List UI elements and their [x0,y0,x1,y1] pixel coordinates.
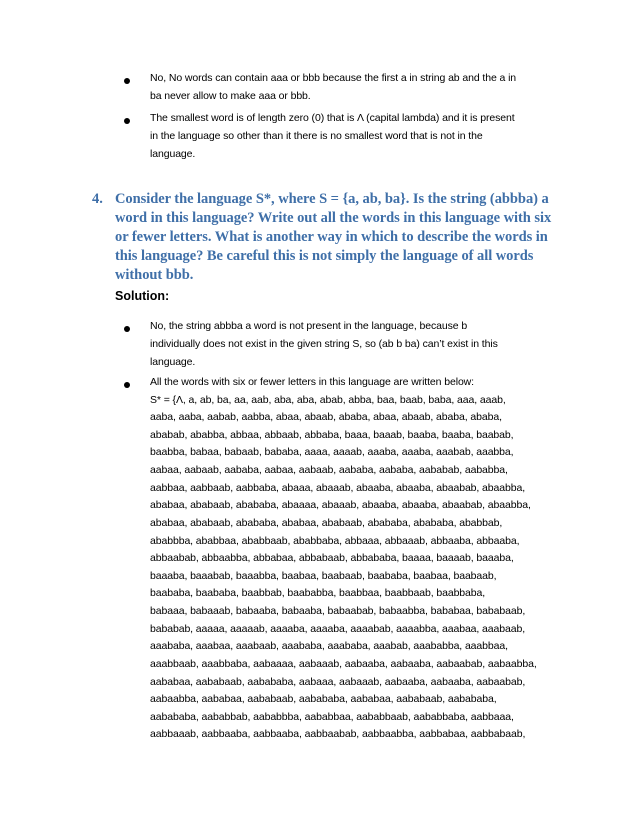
text-line: aaabbaab, aaabbaba, aabaaaa, aabaaab, aabaaba, aabaaba, aabaabab, aabaabba, [150,657,537,670]
bullet-icon [124,118,130,124]
question-number: 4. [92,191,103,207]
question-line: word in this language? Write out all the words in this language with six [115,210,552,226]
text-line: language. [150,148,196,160]
bullet-icon [124,326,130,332]
solution-label: Solution: [115,289,170,303]
bullet-icon [124,78,130,84]
text-line: No, the string abbba a word is not present in the language, because b [150,320,468,332]
text-line: aabbaa, aabbaab, aabbaba, abaaa, abaaab, abaaba, abaaba, abaabab, abaabba, [150,481,526,494]
text-line: in the language so other than it there is no smallest word that is not in the [150,130,483,142]
text-line: abbaabab, abbaabba, abbabaa, abbabaab, abbababa, baaaa, baaaab, baaaba, [150,552,514,565]
text-line: ababbba, ababbaa, ababbaab, ababbaba, abbaaa, abbaaab, abbaaba, abbaaba, [150,534,520,547]
question-line: without bbb. [115,267,194,283]
text-line: baababa, baababa, baabbab, baababba, baabbaa, baabbaab, baabbaba, [150,587,486,600]
text-line: babaaa, babaaab, babaaba, babaaba, babaabab, babaabba, bababaa, bababaab, [150,605,526,618]
text-line: aaababa, aaabaa, aaabaab, aaababa, aaababa, aaabab, aaababba, aaabbaa, [150,640,508,653]
text-line: ababaa, ababaab, abababa, ababaa, ababaab, abababa, abababa, ababbab, [150,516,503,529]
text-line: ababaa, ababaab, abababa, abaaaa, abaaab, abaaba, abaaba, abaabab, abaabba, [150,499,531,512]
text-line: aabbaaab, aabbaaba, aabbaaba, aabbaabab, aabbaabba, aabbabaa, aabbabaab, [150,728,526,741]
bullet-icon [124,382,130,388]
text-line: ababab, ababba, abbaa, abbaab, abbaba, baaa, baaab, baaba, baaba, baabab, [150,428,514,441]
text-line: aabababa, aababbab, aababbba, aababbaa, aababbaab, aababbaba, aabbaaa, [150,710,514,723]
text-line: individually does not exist in the given string S, so (ab b ba) can’t exist in this [150,338,498,350]
text-line: baaaba, baaabab, baaabba, baabaa, baabaab, baababa, baabaa, baabaab, [150,569,497,582]
question-line: this language? Be careful this is not simply the language of all words [115,248,534,264]
text-line: All the words with six or fewer letters in this language are written below: [150,376,474,388]
question-line: Consider the language S*, where S = {a, ab, ba}. Is the string (abbba) a [115,191,549,207]
text-line: ba never allow to make aaa or bbb. [150,90,311,102]
text-line: language. [150,356,196,368]
text-line: aaba, aaba, aabab, aabba, abaa, abaab, ababa, abaa, abaab, ababa, ababa, [150,411,502,424]
text-line: bababab, aaaaa, aaaaab, aaaaba, aaaaba, aaaabab, aaaabba, aaabaa, aaabaab, [150,622,526,635]
text-line: aabaa, aabaab, aababa, aabaa, aabaab, aababa, aababa, aababab, aababba, [150,464,508,477]
text-line: No, No words can contain aaa or bbb because the first a in string ab and the a in [150,72,517,84]
text-line: baabba, babaa, babaab, bababa, aaaa, aaaab, aaaba, aaaba, aaabab, aaabba, [150,446,514,459]
question-line: or fewer letters. What is another way in which to describe the words in [115,229,548,245]
text-line: aababaa, aababaab, aabababa, aabaaa, aabaaab, aabaaba, aabaaba, aabaabab, [150,675,526,688]
text-line: The smallest word is of length zero (0) that is Λ (capital lambda) and it is present [150,112,515,124]
text-line: aabaabba, aababaa, aababaab, aabababa, aababaa, aababaab, aabababa, [150,693,497,706]
text-line: S* = {Λ, a, ab, ba, aa, aab, aba, aba, abab, abba, baa, baab, baba, aaa, aaab, [150,393,506,406]
